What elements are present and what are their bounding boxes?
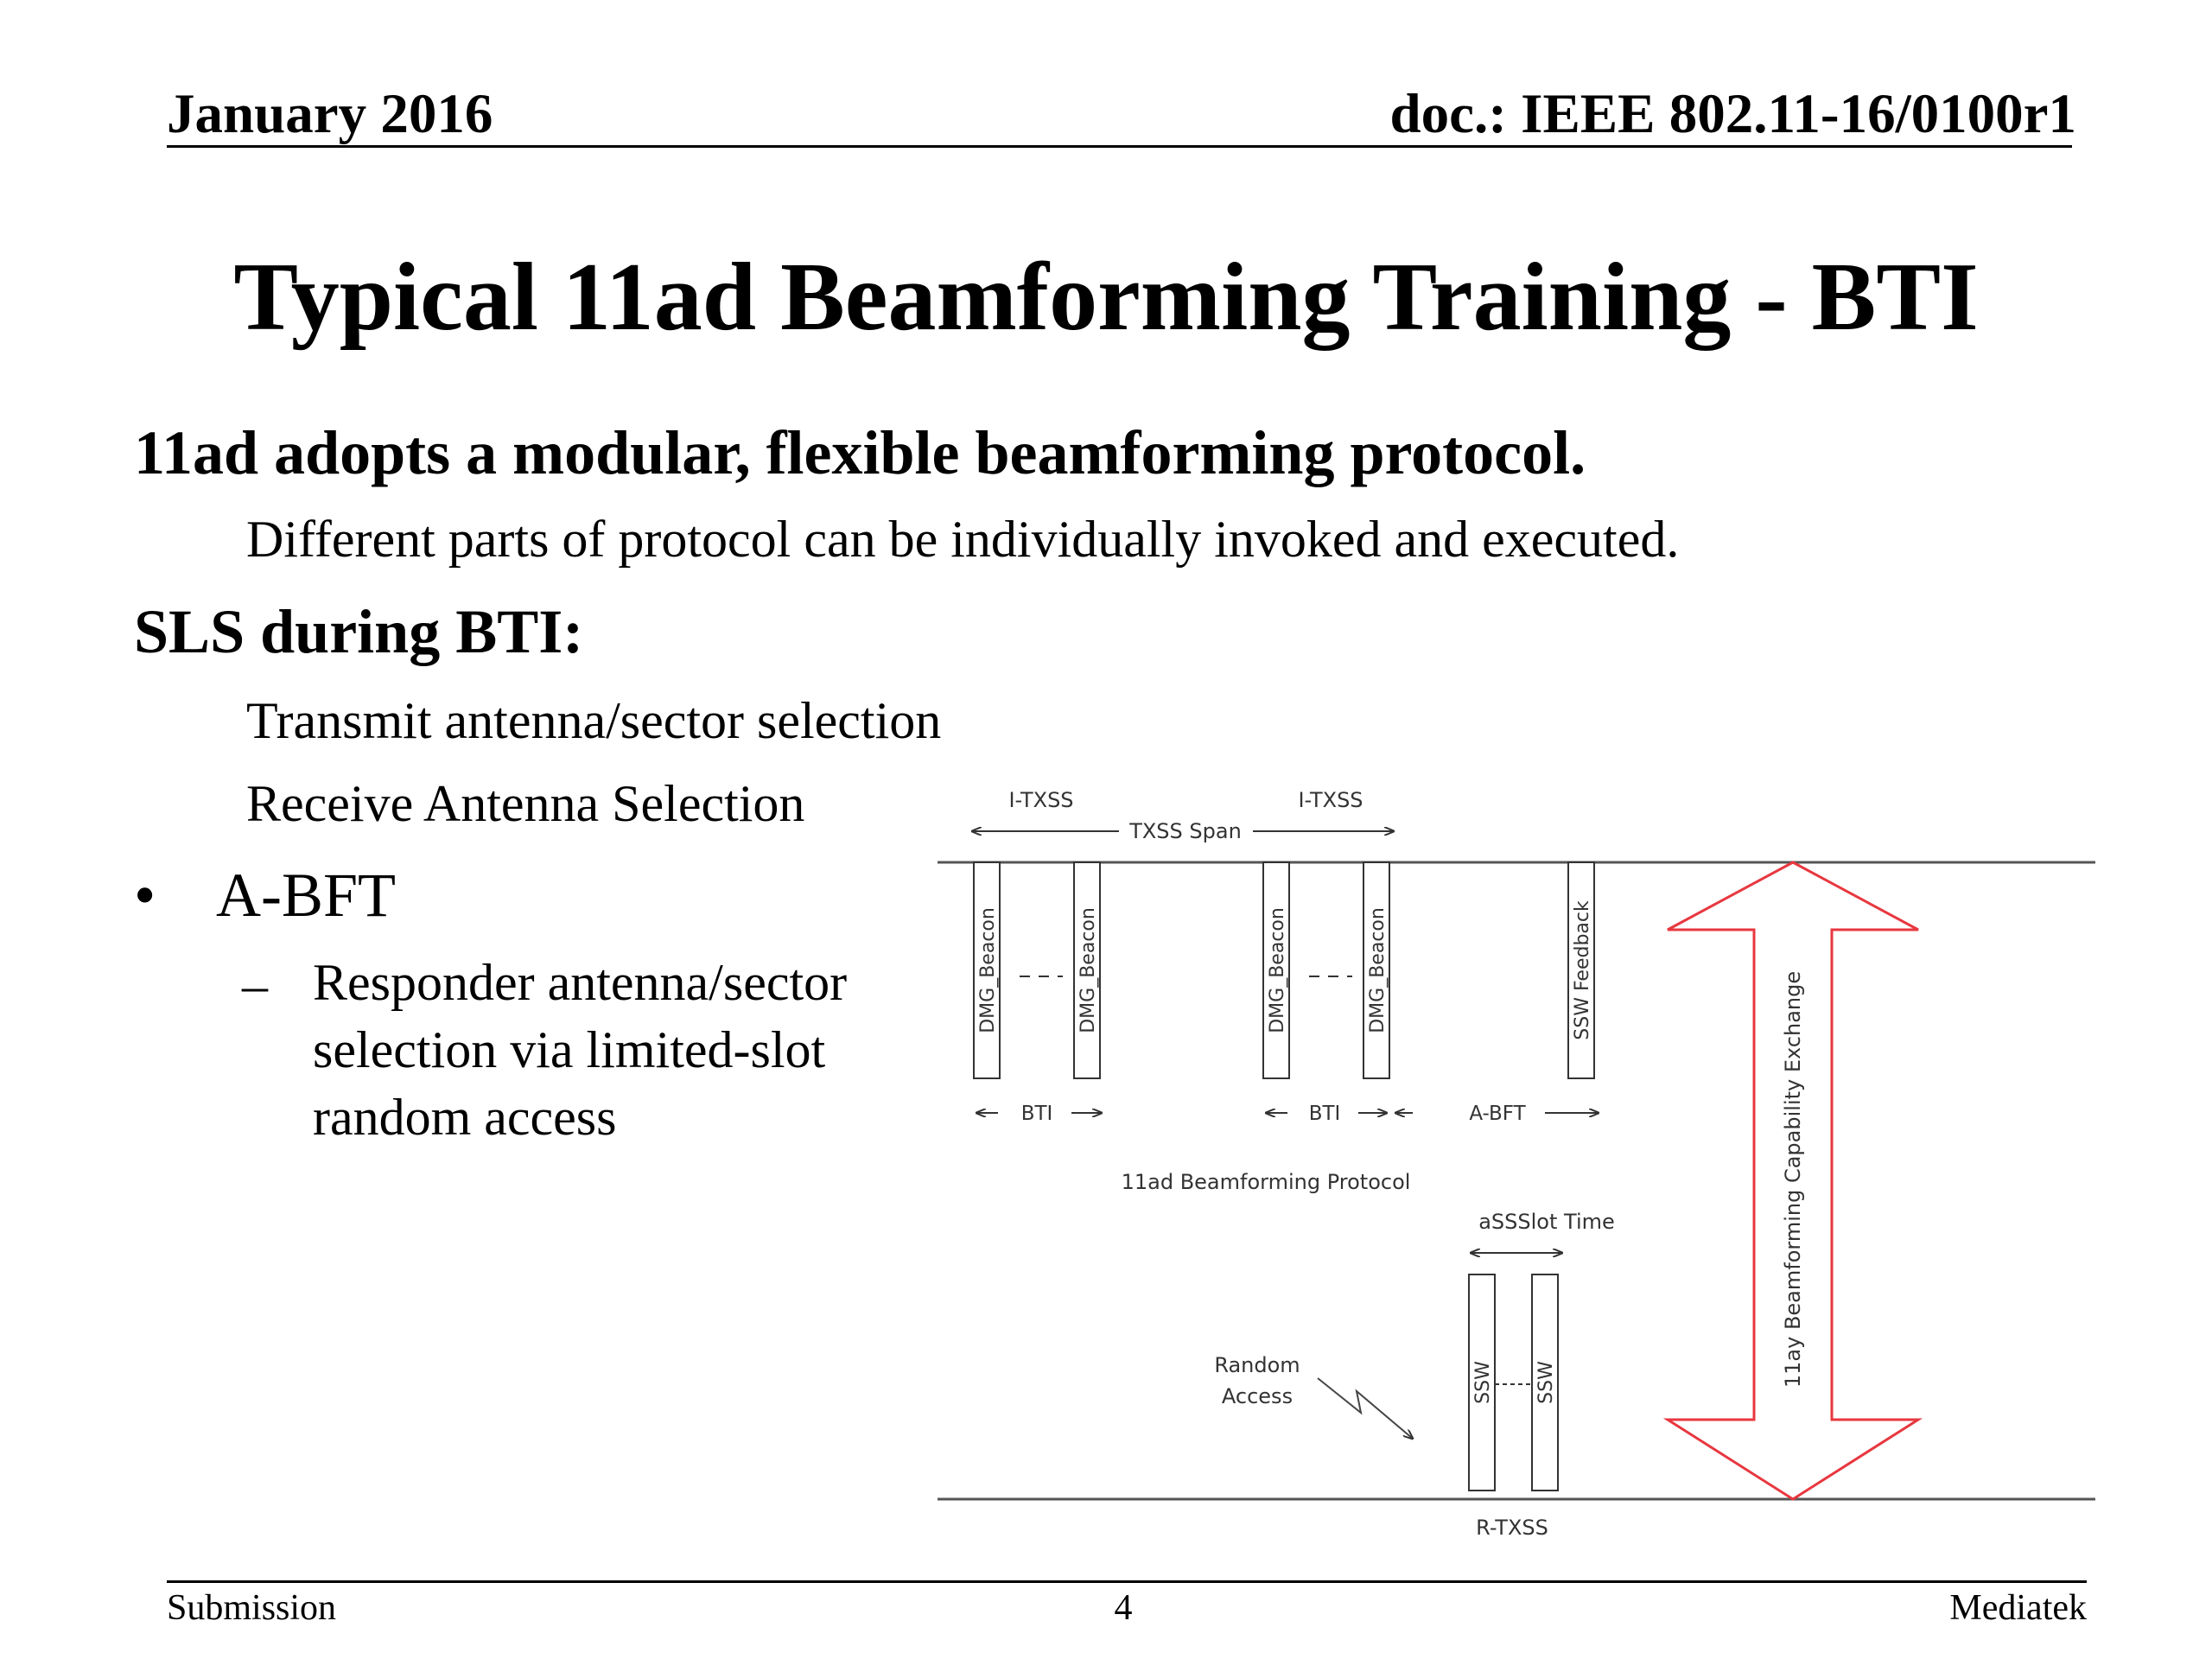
svg-text:DMG_Beacon: DMG_Beacon [1077,907,1099,1033]
itxss-right-label: I-TXSS [1298,788,1363,812]
random-access-label-line2: Access [1221,1384,1294,1408]
page-number: 4 [1114,1588,1133,1628]
svg-text:DMG_Beacon: DMG_Beacon [1267,907,1288,1033]
svg-text:SSW: SSW [1535,1361,1557,1404]
header-date: January 2016 [167,83,493,145]
bullet-abft: A-BFT [216,861,397,930]
footer-divider [167,1580,2087,1583]
heading-modular-protocol: 11ad adopts a modular, flexible beamforming protocol. [134,418,1586,487]
ssw-frame [1469,1274,1495,1491]
bullet-marker: • [134,861,156,930]
random-access-lightning-icon [1318,1378,1413,1439]
random-access-label-line1: Random [1214,1353,1300,1377]
abft-label: A-BFT [1469,1103,1526,1125]
svg-text:SSW Feedback: SSW Feedback [1572,900,1593,1040]
bti-label: BTI [1020,1103,1053,1125]
r-txss-label: R-TXSS [1476,1516,1548,1540]
footer-submission: Submission [167,1588,337,1628]
asslot-time-label: aSSSlot Time [1478,1210,1615,1234]
sub-bullet-responder [313,949,847,1151]
text-transmit-selection: Transmit antenna/sector selection [246,692,942,749]
header-doc-id: doc.: IEEE 802.11-16/0100r1 [1389,83,2076,145]
txss-span-label: TXSS Span [1129,819,1242,843]
capability-exchange-label: 11ay Beamforming Capability Exchange [1781,970,1805,1389]
ssw-feedback-frame [1568,862,1594,1078]
text-protocol-parts: Different parts of protocol can be individually invoked and executed. [246,511,1680,568]
ssw-frame [1532,1274,1558,1491]
bti-label: BTI [1308,1103,1341,1125]
sub-bullet-line: Responder antenna/sector [313,954,848,1011]
sub-bullet-line: random access [313,1089,617,1146]
dmg-beacon-frame [1074,862,1100,1078]
dmg-beacon-frame [1263,862,1289,1078]
slide-title: Typical 11ad Beamforming Training - BTI [233,244,1979,351]
sub-bullet-line: selection via limited-slot [313,1021,826,1078]
svg-text:SSW: SSW [1472,1361,1494,1404]
protocol-caption: 11ad Beamforming Protocol [1121,1170,1411,1194]
header-divider [167,145,2072,148]
footer-company: Mediatek [1949,1588,2087,1628]
heading-sls-during-bti: SLS during BTI: [134,597,584,666]
dmg-beacon-frame [1363,862,1389,1078]
dash-marker: – [242,957,268,1014]
itxss-left-label: I-TXSS [1008,788,1074,812]
svg-text:DMG_Beacon: DMG_Beacon [977,907,999,1033]
svg-text:DMG_Beacon: DMG_Beacon [1367,907,1389,1033]
beamforming-protocol-diagram [925,769,2126,1547]
text-receive-selection: Receive Antenna Selection [246,775,805,832]
dmg-beacon-frame [974,862,1000,1078]
